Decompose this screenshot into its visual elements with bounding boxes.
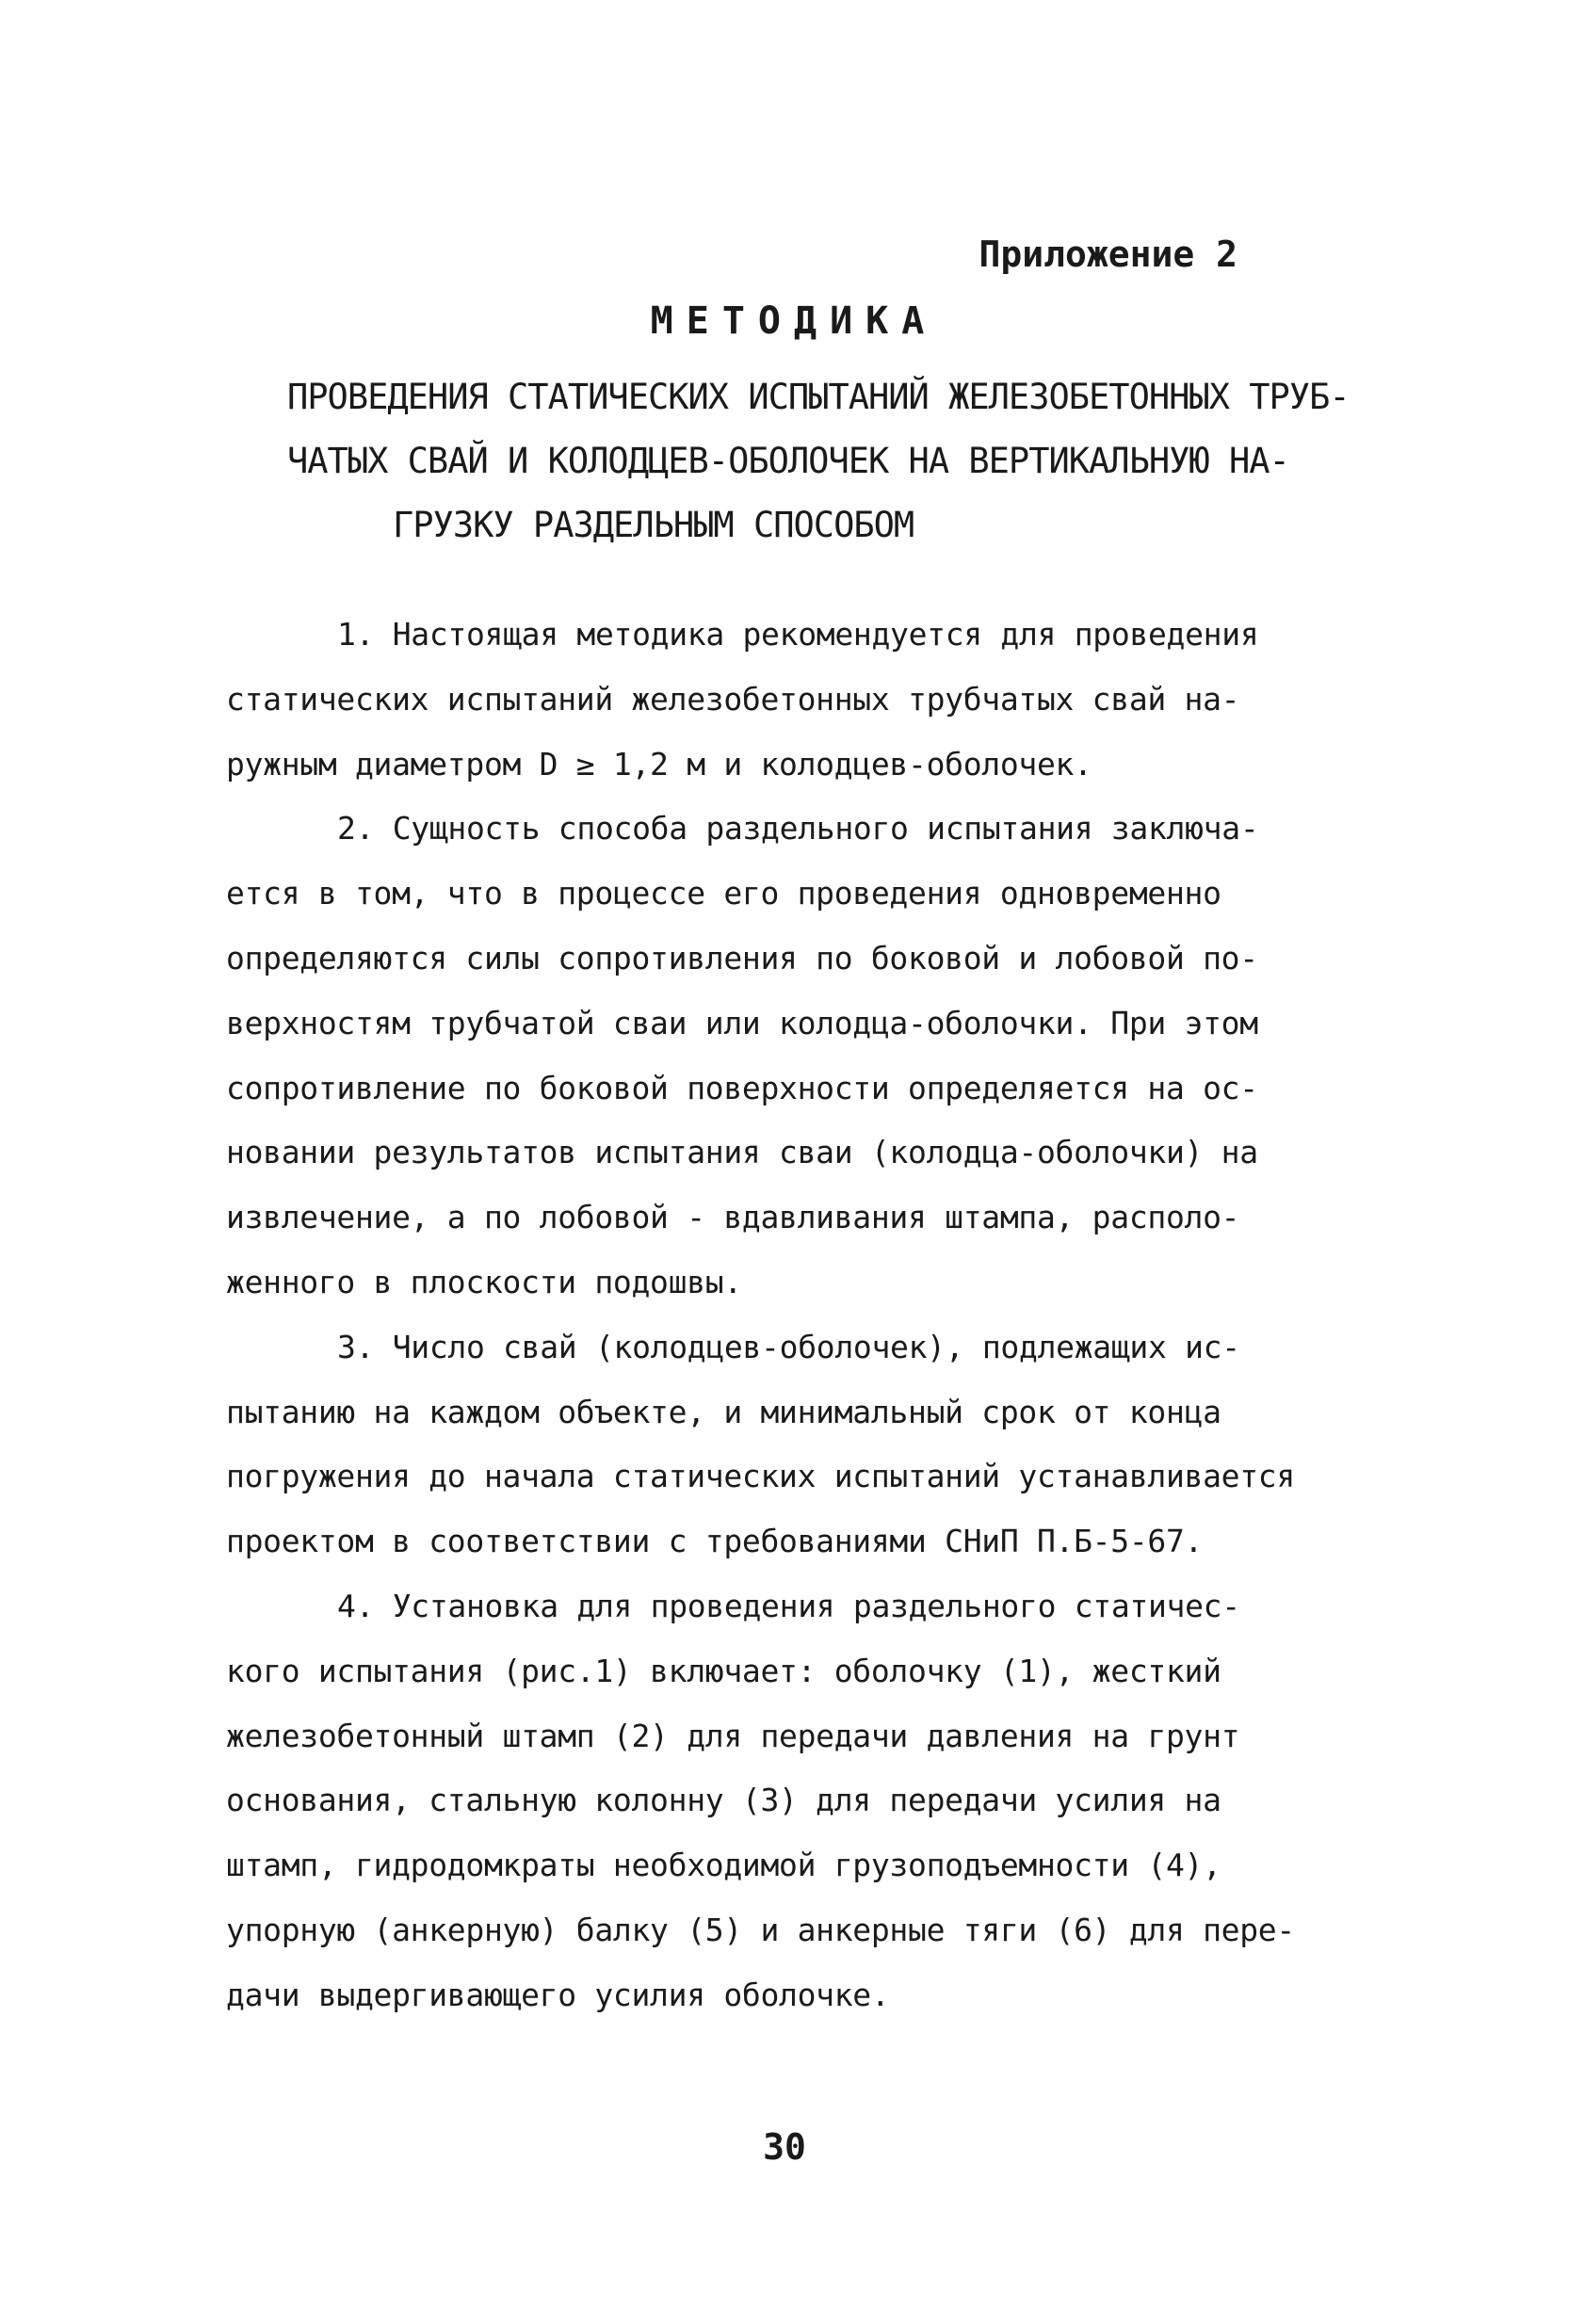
page-number: 30 xyxy=(763,2126,806,2168)
document-title: МЕТОДИКА xyxy=(650,299,938,343)
paragraph-4-line: дачи выдергивающего усилия оболочке. xyxy=(226,1976,890,2013)
document-subtitle xyxy=(287,365,1350,557)
subtitle-line: ПРОВЕДЕНИЯ СТАТИЧЕСКИХ ИСПЫТАНИЙ ЖЕЛЕЗОБЕТОННЫХ ТРУБ- xyxy=(287,377,1350,417)
paragraph-1-line: статических испытаний железобетонных трубчатых свай на- xyxy=(226,680,1240,718)
paragraph-2-line: верхностям трубчатой сваи или колодца-оболочки. При этом xyxy=(226,1004,1258,1041)
subtitle-line: ЧАТЫХ СВАЙ И КОЛОДЦЕВ-ОБОЛОЧЕК НА ВЕРТИКАЛЬНУЮ НА- xyxy=(287,441,1289,481)
paragraph-4-line: упорную (анкерную) балку (5) и анкерные тяги (6) для пере- xyxy=(226,1911,1295,1948)
paragraph-2-line: 2. Сущность способа раздельного испытания заключа- xyxy=(337,810,1259,847)
paragraph-2-line: определяются силы сопротивления по боковой и лобовой по- xyxy=(226,939,1258,976)
paragraph-3-line: 3. Число свай (колодцев-оболочек), подлежащих ис- xyxy=(337,1328,1240,1365)
paragraph-4-line: железобетонный штамп (2) для передачи давления на грунт xyxy=(226,1717,1240,1754)
paragraph-3-line: пытанию на каждом объекте, и минимальный срок от конца xyxy=(226,1393,1221,1430)
paragraph-4-line: основания, стальную колонну (3) для передачи усилия на xyxy=(226,1782,1221,1819)
body-text xyxy=(226,603,1309,2028)
paragraph-2-line: извлечение, а по лобовой - вдавливания штампа, располо- xyxy=(226,1199,1240,1236)
paragraph-2-line: новании результатов испытания сваи (колодца-оболочки) на xyxy=(226,1134,1258,1171)
paragraph-3-line: погружения до начала статических испытаний устанавливается xyxy=(226,1458,1295,1495)
paragraph-3-line: проектом в соответствии с требованиями СНиП П.Б-5-67. xyxy=(226,1523,1204,1560)
paragraph-1-line: 1. Настоящая методика рекомендуется для проведения xyxy=(337,616,1259,653)
paragraph-2-line: ется в том, что в процессе его проведения одновременно xyxy=(226,875,1221,912)
paragraph-4-line: 4. Установка для проведения раздельного статичес- xyxy=(337,1587,1240,1624)
appendix-label: Приложение 2 xyxy=(979,234,1237,275)
paragraph-1-line: ружным диаметром D ≥ 1,2 м и колодцев-оболочек. xyxy=(226,745,1092,783)
paragraph-2-line: женного в плоскости подошвы. xyxy=(226,1263,742,1300)
paragraph-2-line: сопротивление по боковой поверхности определяется на ос- xyxy=(226,1069,1258,1106)
subtitle-line: ГРУЗКУ РАЗДЕЛЬНЫМ СПОСОБОМ xyxy=(393,505,914,545)
paragraph-4-line: штамп, гидродомкраты необходимой грузоподъемности (4), xyxy=(226,1847,1221,1884)
paragraph-4-line: кого испытания (рис.1) включает: оболочку (1), жесткий xyxy=(226,1652,1221,1689)
